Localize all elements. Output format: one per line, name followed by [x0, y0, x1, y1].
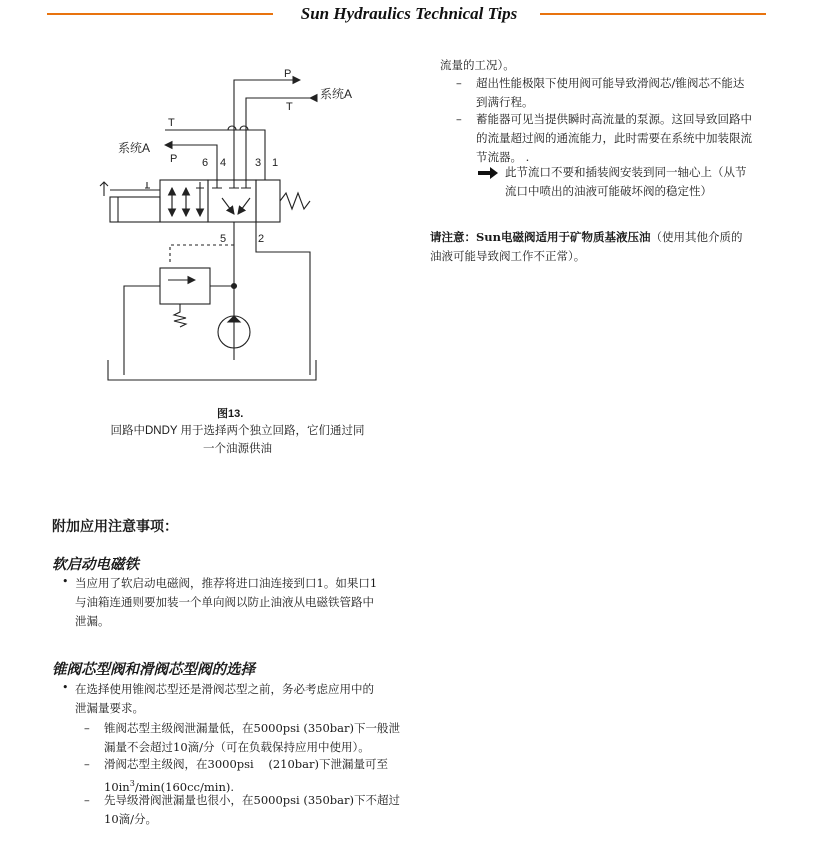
poppet-dash-item-3: [84, 791, 404, 829]
line-t-left: [165, 130, 265, 180]
arrow-note: [505, 163, 775, 201]
leakage-unit-rest: /min(160cc/min).: [134, 779, 234, 794]
dash-item-line: 锥阀芯型主级阀泄漏量低，在5000psi (350bar)下一般泄: [104, 721, 400, 735]
dash-item-line: 10滴/分。: [104, 812, 158, 826]
valve-envelope-left: [160, 180, 208, 222]
dash-item-line: 到满行程。: [476, 95, 534, 109]
poppet-intro-line-1: 在选择使用锥阀芯型还是滑阀芯型之前，务必考虑应用中的: [75, 682, 374, 696]
dash-marker: –: [456, 76, 462, 90]
label-port-5: 5: [220, 233, 227, 245]
label-port-6: 6: [202, 157, 209, 169]
label-t-right: T: [286, 101, 293, 113]
figure-number: 图13.: [217, 408, 244, 420]
notice-line-1: [430, 228, 770, 247]
right-dash-item-2: [456, 110, 776, 167]
arrow-right-icon: [478, 167, 498, 179]
subtitle-soft-start: 软启动电磁铁: [52, 556, 139, 573]
dash-item-line: 的流量超过阀的通流能力，此时需要在系统中加装限流: [476, 131, 752, 145]
notice-rest-text: （使用其他介质的: [650, 230, 743, 244]
soft-start-line-3: 泄漏。: [75, 614, 110, 628]
dash-item-line: 节流器。 .: [476, 150, 530, 164]
bullet-dot: •: [62, 681, 69, 694]
dash-item-line: 蓄能器可见当提供瞬时高流量的泵源。这回导致回路中: [476, 112, 752, 126]
poppet-dash-item-1: [84, 719, 404, 757]
section-title-additional-notes: 附加应用注意事项：: [52, 519, 178, 535]
label-system-a-left: 系统A: [118, 141, 151, 155]
arrow-note-line-1: 此节流口不要和插装阀安装到同一轴心上（从节: [505, 165, 747, 179]
valve-spring: [280, 193, 310, 209]
notice-line-2: 油液可能导致阀工作不正常）。: [430, 249, 586, 263]
subtitle-poppet-spool: 锥阀芯型阀和滑阀芯型阀的选择: [52, 661, 255, 678]
dash-item-line: 漏量不会超过10滴/分（可在负载保持应用中使用）。: [104, 740, 370, 754]
right-dash-item-1: [456, 74, 776, 112]
valve-envelope-center: [208, 180, 256, 222]
label-port-1: 1: [272, 157, 279, 169]
figure-caption-line-2: 一个油源供油: [203, 443, 272, 455]
relief-valve: [160, 268, 210, 304]
label-system-a-right: 系统A: [320, 87, 353, 101]
page-header-title: Sun Hydraulics Technical Tips: [300, 4, 518, 23]
header-rule-left: [47, 13, 273, 15]
dash-item-line: 先导级滑阀泄漏量也很小，在5000psi (350bar)下不超过: [104, 793, 400, 807]
label-port-2: 2: [258, 233, 265, 245]
dash-marker: –: [84, 757, 90, 771]
dash-marker: –: [456, 112, 462, 126]
hydraulic-circuit-diagram: [95, 60, 353, 390]
valve-envelope-right: [256, 180, 280, 222]
notice-block: [430, 228, 770, 266]
poppet-spool-intro: [75, 680, 415, 718]
label-port-4: 4: [220, 157, 227, 169]
dash-marker: –: [84, 793, 90, 807]
label-p-left: P: [170, 153, 178, 165]
continuation-text: 流量的工况）。: [440, 58, 515, 72]
tank-symbol: [108, 360, 316, 380]
dash-item-line: 滑阀芯型主级阀，在3000psi (210bar)下泄漏量可至: [104, 757, 388, 771]
label-port-3: 3: [255, 157, 262, 169]
soft-start-line-2: 与油箱连通则要加装一个单向阀以防止油液从电磁铁管路中: [75, 595, 374, 609]
leakage-unit-base: 10in: [104, 779, 130, 794]
leakage-unit-exponent: 3: [129, 779, 135, 788]
arrow-note-line-2: 流口中喷出的油液可能破坏阀的稳定性）: [505, 184, 712, 198]
soft-start-line-1: 当应用了软启动电磁阀，推荐将进口油连接到口1。如果口1: [75, 576, 378, 590]
header-rule-right: [540, 13, 766, 15]
bullet-dot: •: [62, 575, 69, 588]
notice-bold-text: 请注意：Sun电磁阀适用于矿物质基液压油: [430, 230, 651, 244]
dash-item-line: 超出性能极限下使用阀可能导致滑阀芯/锥阀芯不能达: [476, 76, 745, 90]
figure-caption: [95, 422, 380, 458]
poppet-intro-line-2: 泄漏量要求。: [75, 701, 144, 715]
figure-caption-line-1: 回路中DNDY 用于选择两个独立回路，它们通过同: [110, 425, 365, 437]
label-p-top: P: [284, 68, 292, 80]
label-t-left: T: [168, 117, 175, 129]
dash-marker: –: [84, 721, 90, 735]
soft-start-text: [75, 574, 415, 631]
